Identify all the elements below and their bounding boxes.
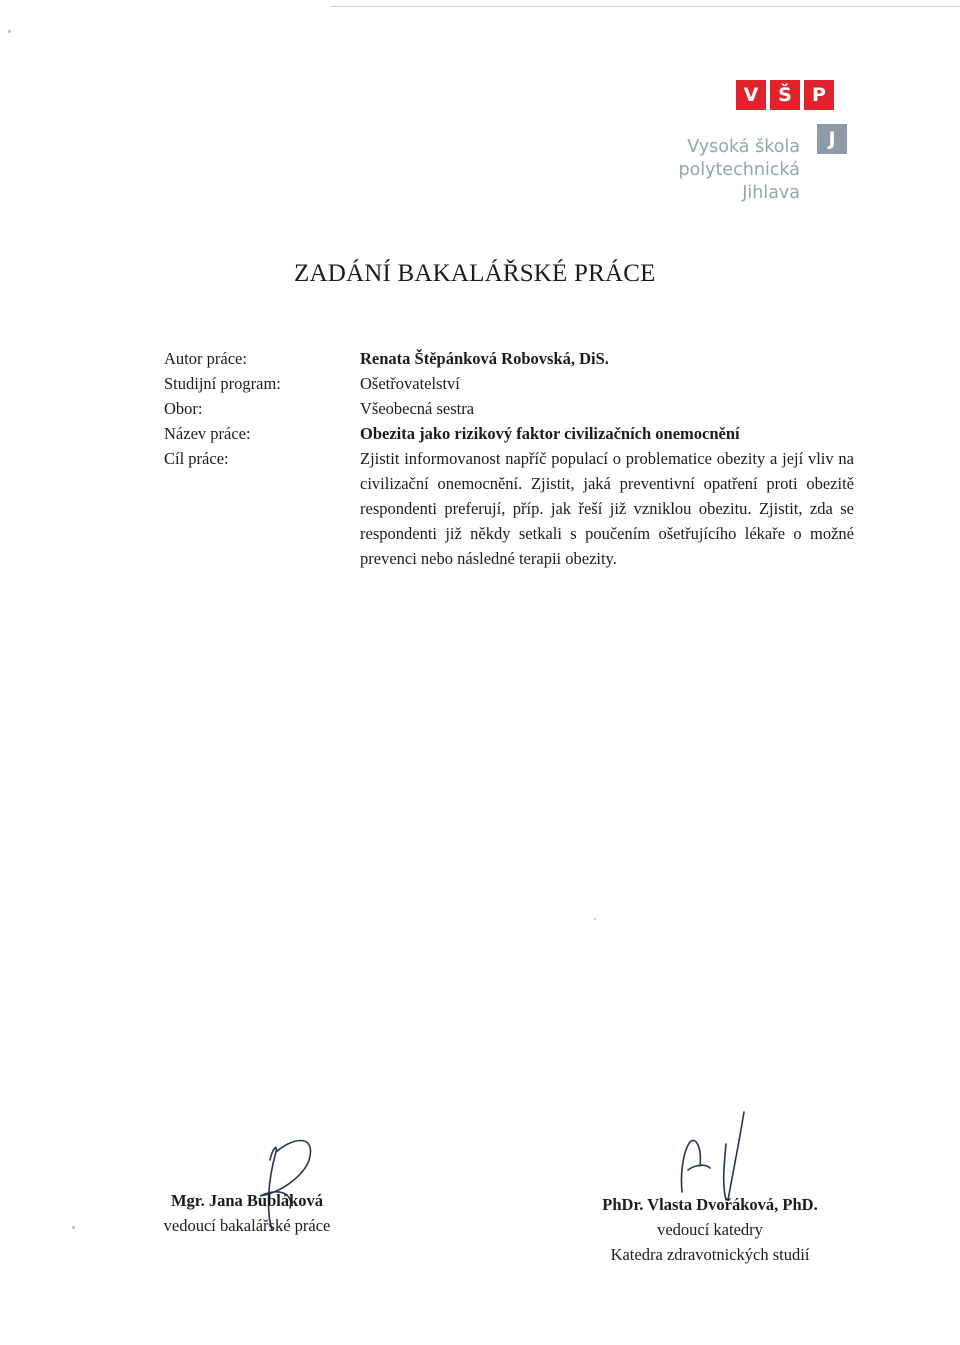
supervisor-name: Mgr. Jana Bubláková <box>170 1191 324 1210</box>
logo-school-name <box>678 136 800 205</box>
field-label: Studijní program: <box>164 374 281 393</box>
supervisor-role: vedoucí bakalářské práce <box>163 1216 331 1235</box>
field-value: Zjistit informovanost napříč populací o problematice obezity a její vliv na civilizační onemocnění. Zjistit, jaká preventivní opatření proti obezitě respondenti preferují, příp. jak řeší již vzniklou obezitu. Zjistit, zda se respondenti již někdy setkali s poučením ošetřujícího lékaře o možné prevenci nebo následné terapii obezity. <box>360 449 854 568</box>
field-author <box>164 346 864 371</box>
signature-block-head <box>578 1192 842 1267</box>
logo-line-1: Vysoká škola <box>687 137 800 157</box>
scan-speck <box>8 30 11 33</box>
field-thesis-goal <box>164 446 864 571</box>
head-department: Katedra zdravotnických studií <box>610 1245 810 1264</box>
logo-box-j: J <box>817 124 847 154</box>
school-logo <box>668 76 858 216</box>
field-label: Cíl práce: <box>164 449 229 468</box>
document-title: ZADÁNÍ BAKALÁŘSKÉ PRÁCE <box>294 260 656 287</box>
thesis-info-table <box>164 346 864 571</box>
logo-line-2: polytechnická <box>678 160 800 180</box>
field-label: Název práce: <box>164 424 251 443</box>
field-specialization <box>164 396 864 421</box>
logo-box-p: P <box>804 80 834 110</box>
field-label: Obor: <box>164 399 203 418</box>
signature-block-supervisor <box>148 1188 346 1238</box>
field-study-program <box>164 371 864 396</box>
field-label: Autor práce: <box>164 349 247 368</box>
field-value: Všeobecná sestra <box>360 399 475 418</box>
logo-letter-boxes <box>736 80 834 110</box>
scan-artifact-line <box>330 6 960 7</box>
field-value: Renata Štěpánková Robovská, DiS. <box>360 349 609 368</box>
head-role: vedoucí katedry <box>657 1220 763 1239</box>
logo-box-v: V <box>736 80 766 110</box>
scan-speck <box>72 1226 75 1229</box>
field-value: Ošetřovatelství <box>360 374 460 393</box>
logo-line-3: Jihlava <box>742 183 800 203</box>
field-value: Obezita jako rizikový faktor civilizačních onemocnění <box>360 424 740 443</box>
head-name: PhDr. Vlasta Dvořáková, PhD. <box>602 1195 818 1214</box>
scan-speck <box>594 918 596 920</box>
field-thesis-title <box>164 421 864 446</box>
logo-box-s: Š <box>770 80 800 110</box>
